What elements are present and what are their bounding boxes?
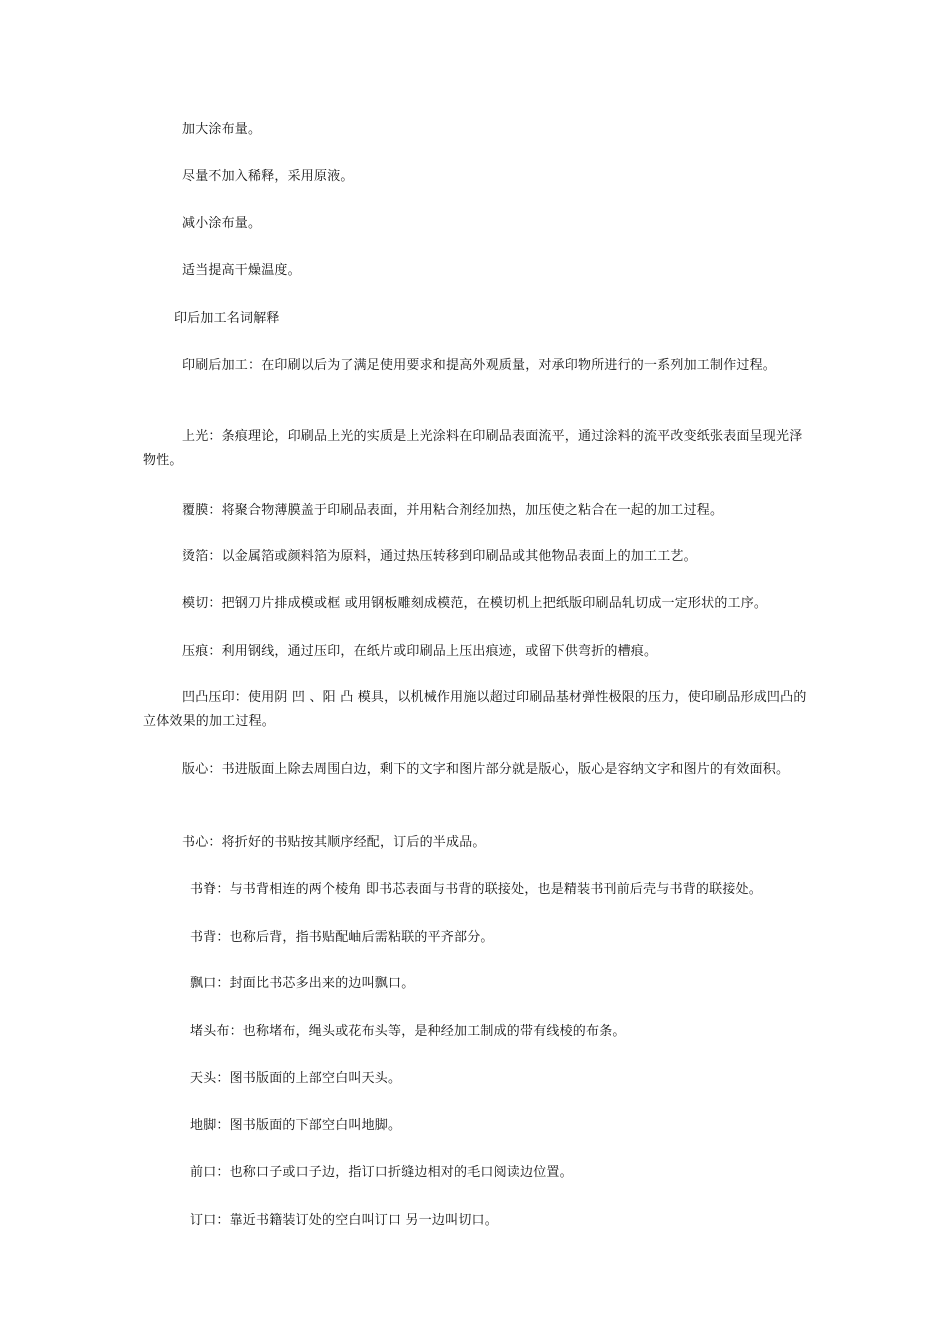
section-heading: 印后加工名词解释 [174,311,280,326]
paragraph-fore-edge: 前口：也称口子或口子边，指订口折缝边相对的毛口阅读边位置。 [190,1165,573,1180]
paragraph-gutter: 订口：靠近书籍装订处的空白叫订口 另一边叫切口。 [190,1213,498,1228]
paragraph-back: 书背：也称后背，指书贴配岫后需粘联的平齐部分。 [190,930,494,945]
paragraph-creasing: 压痕：利用钢线，通过压印，在纸片或印刷品上压出痕迹，或留下供弯折的槽痕。 [182,644,658,659]
paragraph-die-cutting: 模切：把钢刀片排成模或框 或用钢板雕刻成模范，在模切机上把纸版印刷品轧切成一定形状的工序。 [182,596,768,611]
paragraph-bottom-margin: 地脚：图书版面的下部空白叫地脚。 [190,1118,402,1133]
paragraph-foil-stamping: 烫箔：以金属箔或颜料箔为原料，通过热压转移到印刷品或其他物品表面上的加工工艺。 [182,549,697,564]
paragraph-post-press: 印刷后加工：在印刷以后为了满足使用要求和提高外观质量，对承印物所进行的一系列加工制作过程。 [182,358,777,373]
paragraph-spine-edge: 书脊：与书背相连的两个棱角 即书芯表面与书背的联接处，也是精装书刊前后壳与书背的联接处。 [190,882,762,897]
paragraph-raise-temperature: 适当提高干燥温度。 [182,263,301,278]
paragraph-no-dilution: 尽量不加入稀释，采用原液。 [182,169,354,184]
paragraph-lamination: 覆膜：将聚合物薄膜盖于印刷品表面，并用粘合剂经加热，加压使之粘合在一起的加工过程。 [182,503,724,518]
paragraph-book-block: 书心：将折好的书贴按其顺序经配，订后的半成品。 [182,835,486,850]
paragraph-increase-coating: 加大涂布量。 [182,122,262,137]
paragraph-reduce-coating: 减小涂布量。 [182,216,262,231]
paragraph-overhang: 飘口：封面比书芯多出来的边叫飘口。 [190,976,415,991]
paragraph-type-area: 版心：书进版面上除去周围白边，剩下的文字和图片部分就是版心，版心是容纳文字和图片的有效面积。 [182,762,790,777]
paragraph-varnishing: 上光：条痕理论，印刷品上光的实质是上光涂料在印刷品表面流平，通过涂料的流平改变纸张表面呈现光泽物性。 [143,429,803,468]
paragraph-top-margin: 天头：图书版面的上部空白叫天头。 [190,1071,402,1086]
paragraph-headband: 堵头布：也称堵布，绳头或花布头等，是种经加工制成的带有线棱的布条。 [190,1024,626,1039]
paragraph-embossing: 凹凸压印：使用阴 凹 、阳 凸 模具，以机械作用施以超过印刷品基材弹性极限的压力，使印刷品形成凹凸的立体效果的加工过程。 [143,690,807,729]
